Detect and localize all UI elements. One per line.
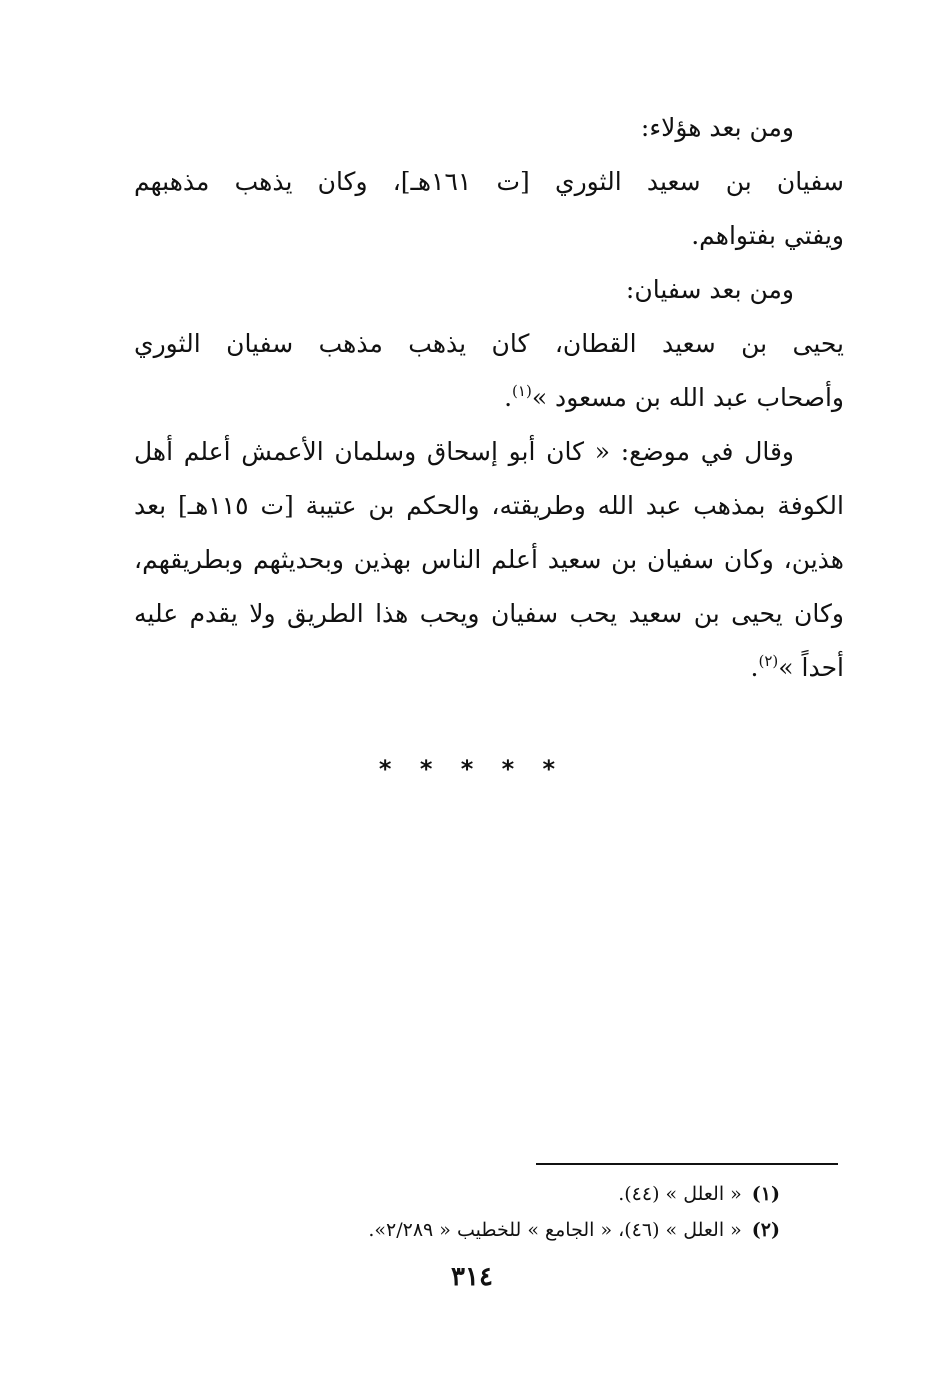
footnote-text: « العلل » (٤٤). — [618, 1183, 742, 1205]
footnote-text: « العلل » (٤٦)، « الجامع » للخطيب « ٢/٢٨٩». — [368, 1219, 742, 1241]
text-line: وقال في موضع: « كان أبو إسحاق وسلمان الأعمش أعلم أهل — [134, 437, 794, 466]
text-line: هذين، وكان سفيان بن سعيد أعلم الناس بهذين وبحديثهم وبطريقهم، — [134, 545, 844, 574]
text-line: وكان يحيى بن سعيد يحب سفيان ويحب هذا الطريق ولا يقدم عليه — [134, 599, 844, 628]
footnote-divider — [536, 1163, 838, 1165]
footnote-number: (٢) — [751, 1219, 780, 1241]
text-line: يحيى بن سعيد القطان، كان يذهب مذهب سفيان الثوري — [134, 329, 844, 358]
footnote-reference: (٢) — [758, 652, 779, 670]
text-segment: وأصحاب عبد الله بن مسعود » — [531, 383, 844, 412]
footnotes — [200, 1176, 780, 1248]
text-line: ويفتي بفتواهم. — [691, 221, 844, 250]
footnote-reference: (١) — [512, 382, 532, 400]
text-line: الكوفة بمذهب عبد الله وطريقته، والحكم بن عتيبة [ت ١١٥هـ] بعد — [134, 491, 844, 520]
section-separator: * * * * * — [378, 755, 566, 783]
text-line: ومن بعد سفيان: — [625, 275, 794, 304]
footnote-number: (١) — [751, 1183, 780, 1205]
main-text — [134, 101, 844, 695]
text-segment: أحداً » — [778, 653, 844, 682]
footnote-item — [200, 1212, 780, 1248]
period: . — [504, 383, 513, 412]
text-line-with-note — [134, 641, 844, 695]
footnote-item — [200, 1176, 780, 1212]
period: . — [750, 653, 759, 682]
text-line: سفيان بن سعيد الثوري [ت ١٦١هـ]، وكان يذهب مذهبهم — [134, 167, 844, 196]
page-number: ٣١٤ — [451, 1262, 493, 1292]
text-line: ومن بعد هؤلاء: — [640, 113, 794, 142]
text-line-with-note — [134, 371, 844, 425]
